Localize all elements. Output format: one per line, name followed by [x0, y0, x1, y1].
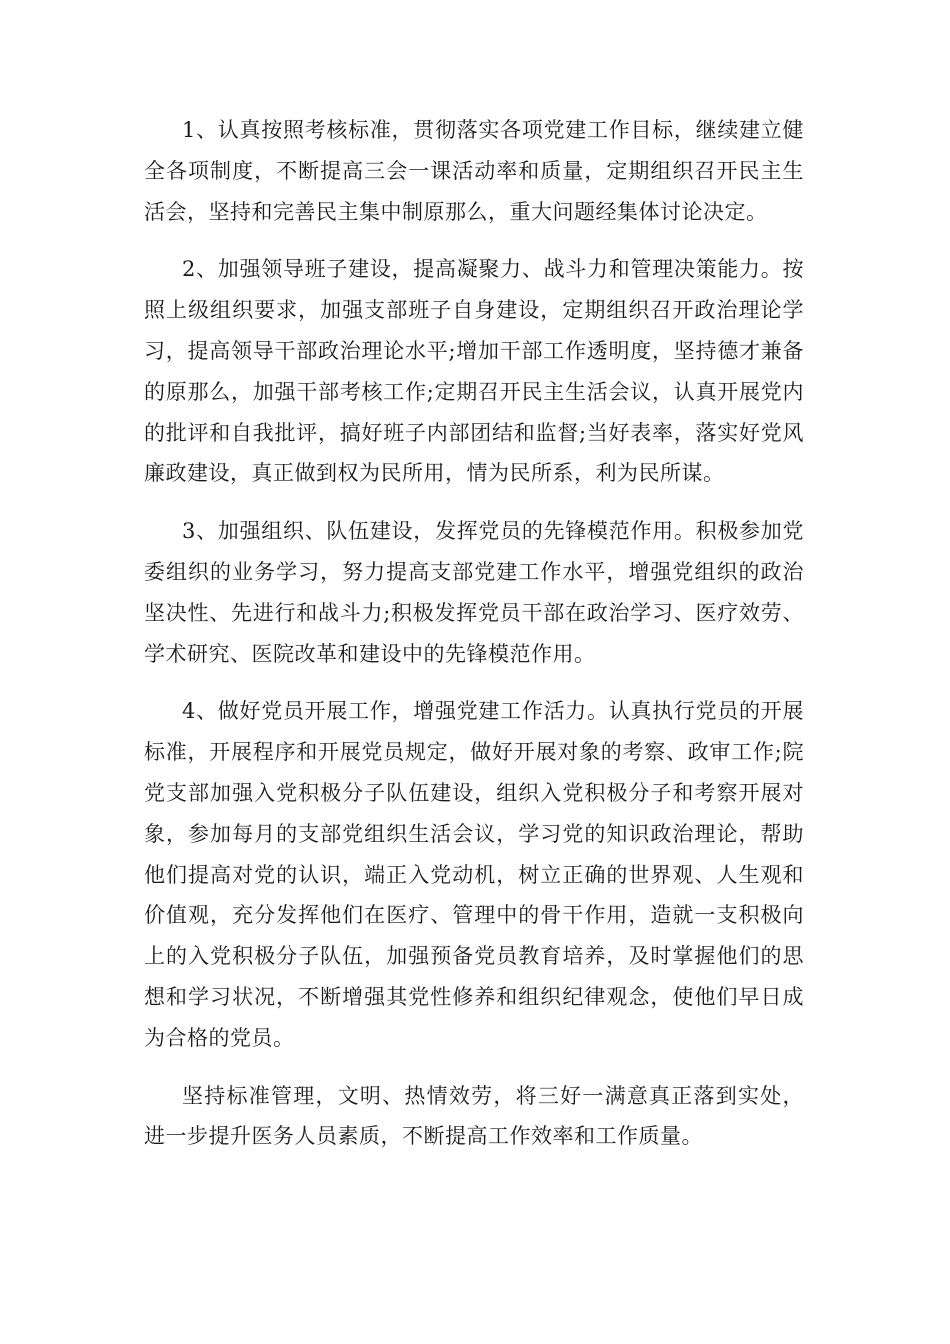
- paragraph-2: 2、加强领导班子建设，提高凝聚力、战斗力和管理决策能力。按照上级组织要求，加强支部班子自身建设，定期组织召开政治理论学习，提高领导干部政治理论水平;增加干部工作透明度，坚持德才兼备的原那么，加强干部考核工作;定期召开民主生活会议，认真开展党内的批评和自我批评，搞好班子内部团结和监督;当好表率，落实好党风廉政建设，真正做到权为民所用，情为民所系，利为民所谋。: [144, 257, 804, 486]
- paragraph-3: 3、加强组织、队伍建设，发挥党员的先锋模范作用。积极参加党委组织的业务学习，努力提高支部党建工作水平，增强党组织的政治坚决性、先进行和战斗力;积极发挥党员干部在政治学习、医疗效劳、学术研究、医院改革和建设中的先锋模范作用。: [144, 519, 804, 666]
- document-body: [144, 110, 804, 1174]
- paragraph-1: 1、认真按照考核标准，贯彻落实各项党建工作目标，继续建立健全各项制度，不断提高三会一课活动率和质量，定期组织召开民主生活会，坚持和完善民主集中制原那么，重大问题经集体讨论决定。: [144, 118, 804, 224]
- paragraph-5: 坚持标准管理，文明、热情效劳，将三好一满意真正落到实处，进一步提升医务人员素质，不断提高工作效率和工作质量。: [144, 1083, 804, 1149]
- paragraph-4: 4、做好党员开展工作，增强党建工作活力。认真执行党员的开展标准，开展程序和开展党员规定，做好开展对象的考察、政审工作;院党支部加强入党积极分子队伍建设，组织入党积极分子和考察开展对象，参加每月的支部党组织生活会议，学习党的知识政治理论，帮助他们提高对党的认识，端正入党动机，树立正确的世界观、人生观和价值观，充分发挥他们在医疗、管理中的骨干作用，造就一支积极向上的入党积极分子队伍，加强预备党员教育培养，及时掌握他们的思想和学习状况，不断增强其党性修养和组织纪律观念，使他们早日成为合格的党员。: [144, 699, 804, 1050]
